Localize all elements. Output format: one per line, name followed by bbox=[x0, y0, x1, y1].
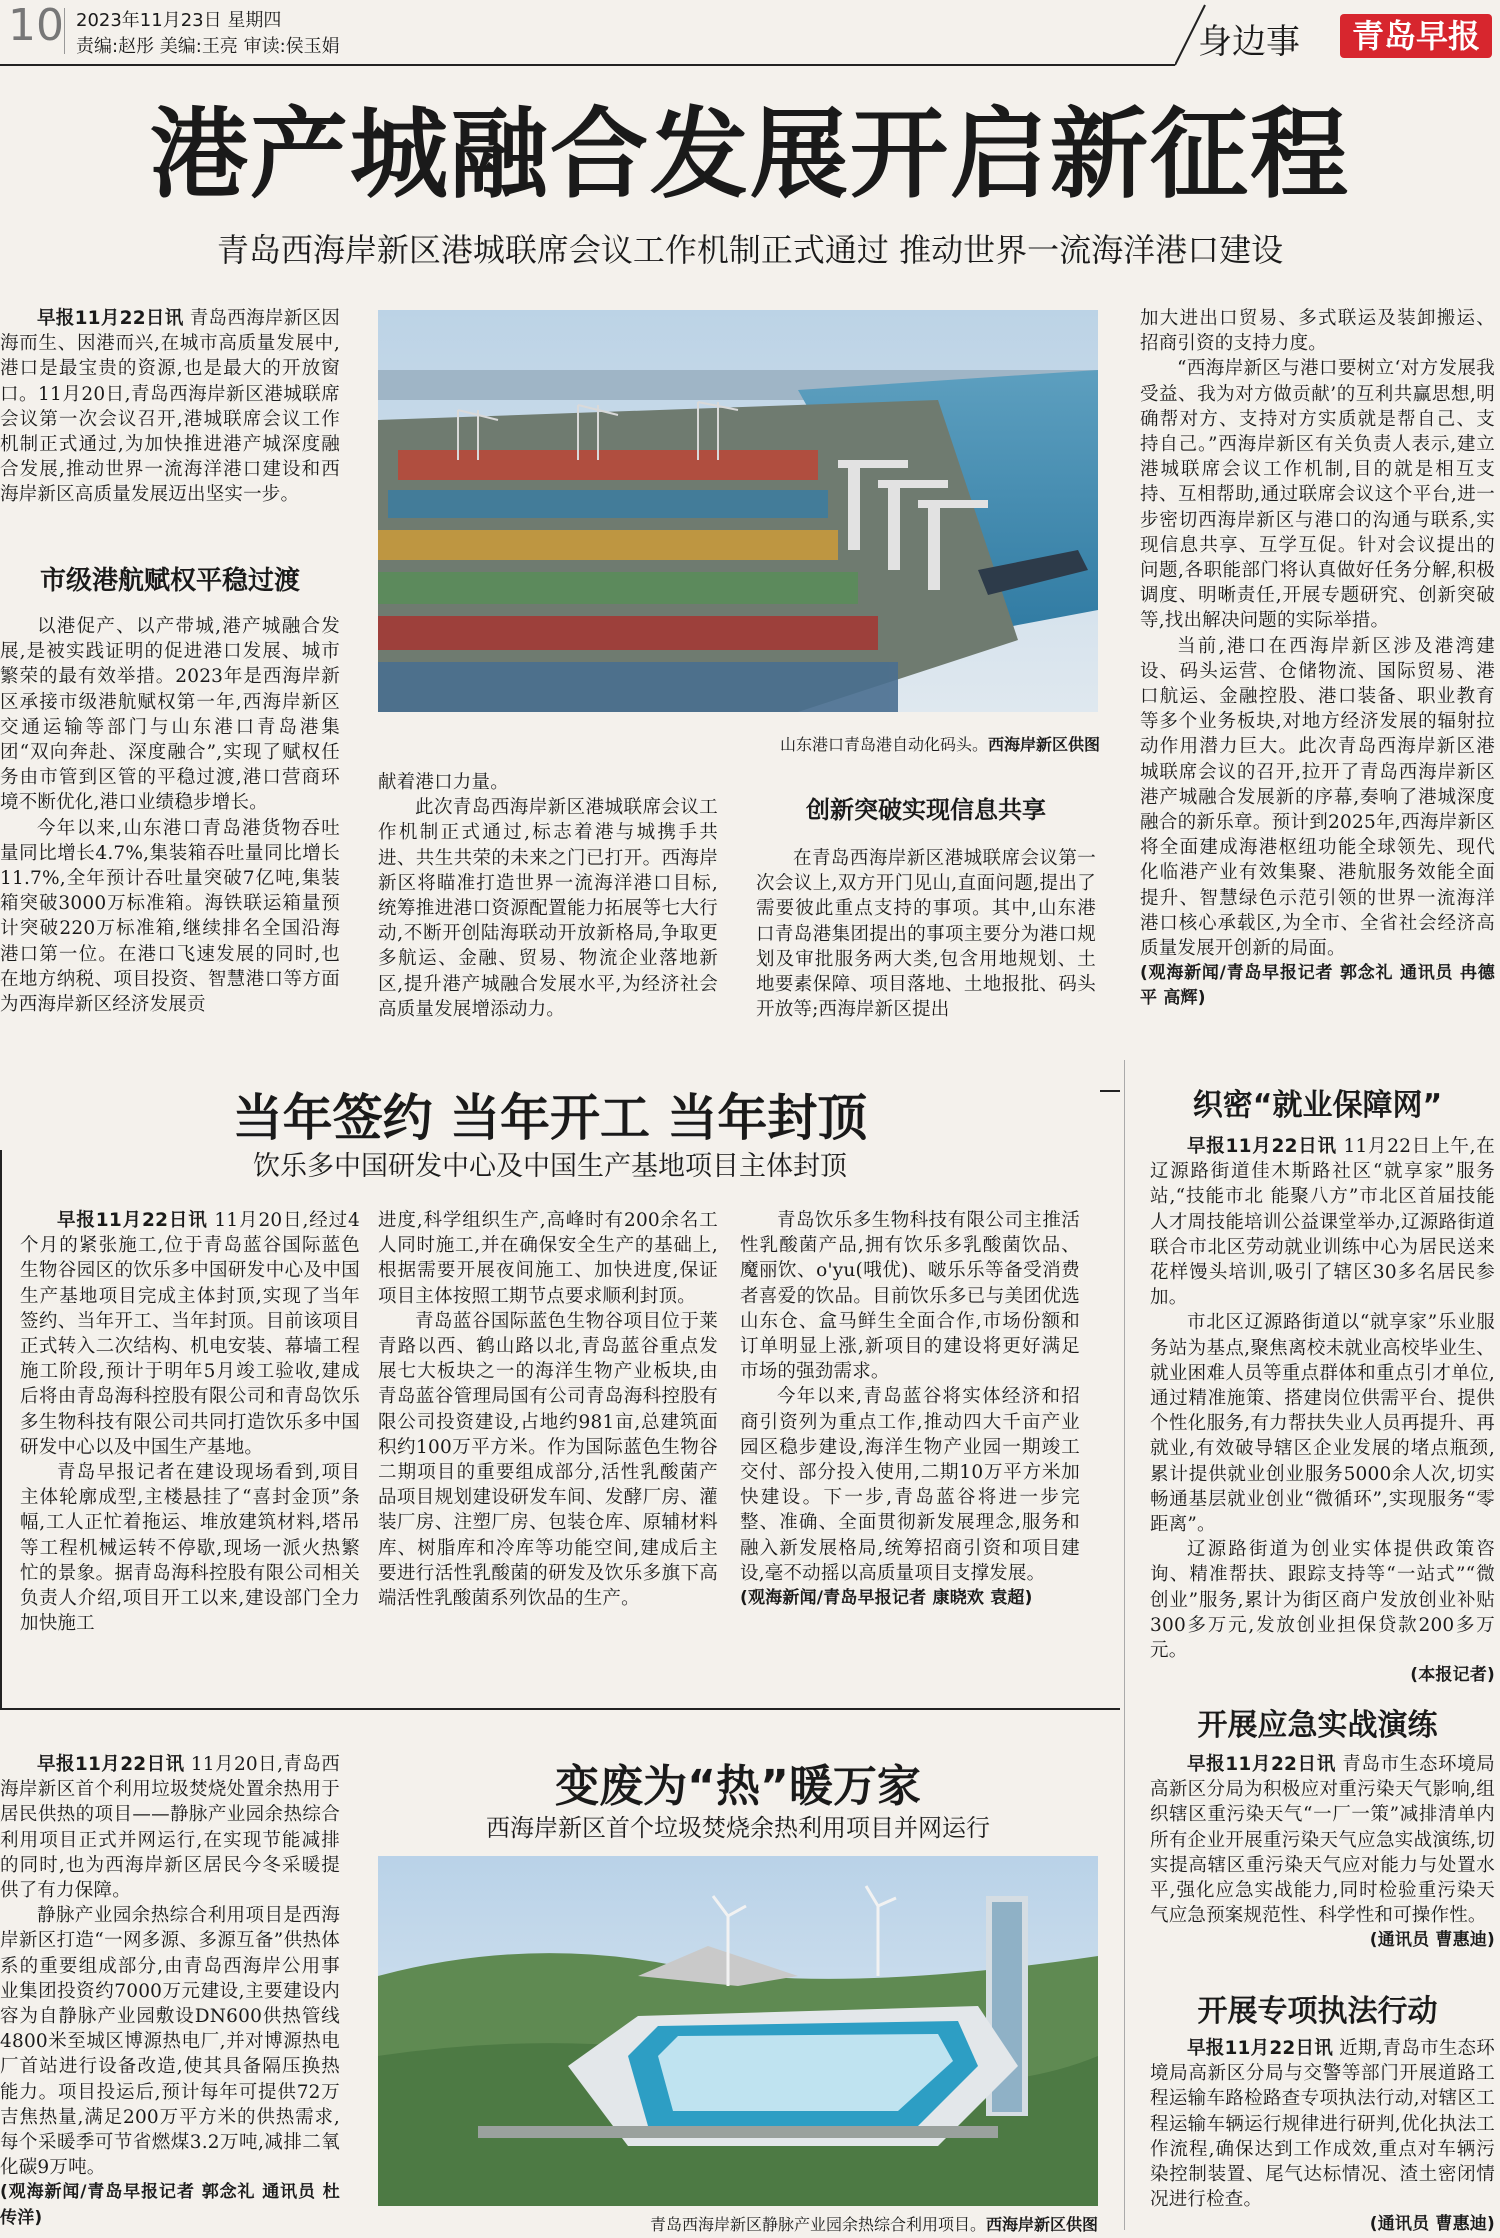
side1-paragraph-3: 辽源路街道为创业实体提供政策咨询、精准帮扶、跟踪支持等“一站式”“微创业”服务,累计为街区商户发放创业补贴300多万元,发放创业担保贷款200多万元。 bbox=[1150, 1539, 1495, 1662]
article2-col1 bbox=[20, 1208, 360, 1636]
side3-lead-label: 早报11月22日讯 bbox=[1187, 2038, 1333, 2059]
article3-photo-caption bbox=[378, 2212, 1098, 2235]
article3-headline: 变废为“热”暖万家 bbox=[555, 1761, 921, 1812]
side1-paragraph-1: 11月22日上午,在辽源路街道佳木斯路社区“就享家”服务站,“技能市北 能聚八方”市北区首届技能人才周技能培训公益课堂举办,辽源路街道联合市北区劳动就业训练中心为居民送来花样馒头培训,吸引了辖区30多名居民参加。 bbox=[1150, 1136, 1495, 1309]
main-photo-port bbox=[378, 310, 1098, 712]
main-col3-body bbox=[756, 846, 1096, 1022]
article3-subheadline: 西海岸新区首个垃圾焚烧余热利用项目并网运行 bbox=[486, 1814, 990, 1842]
side2-paragraph-1: 青岛市生态环境局高新区分局为积极应对重污染天气影响,组织辖区重污染天气“一厂一策”减排清单内所有企业开展重污染天气应急实战演练,切实提高辖区重污染天气应对能力与处置水平,强化应急实战能力,同时检验重污染天气应急预案规范性、科学性和可操作性。 bbox=[1150, 1754, 1495, 1927]
side1-credit: (本报记者) bbox=[1410, 1665, 1495, 1686]
article2-col3 bbox=[740, 1208, 1080, 1611]
article2-left-rule bbox=[0, 1090, 2, 1710]
header-divider-line bbox=[64, 8, 65, 54]
main-col4-paragraph-2: “西海岸新区与港口要树立‘对方发展我受益、我为对方做贡献’的互利共赢思想,明确帮对方、支持对方实质就是帮自己、支持自己。”西海岸新区有关负责人表示,建立港城联席会议工作机制,目的就是相互支持、互相帮助,通过联席会议这个平台,进一步密切西海岸新区与港口的沟通与联系,实现信息共享、互学互促。针对会议提出的问题,各职能部门将认真做好任务分解,积极调度、明晰责任,开展专题研究、创新突破等,找出解决问题的实际举措。 bbox=[1140, 358, 1495, 632]
article2-col2 bbox=[378, 1208, 718, 1611]
article2-subheadline: 饮乐多中国研发中心及中国生产基地项目主体封顶 bbox=[253, 1151, 847, 1182]
article3-paragraph-2: 静脉产业园余热综合利用项目是西海岸新区打造“一网多源、多源互备”供热体系的重要组成部分,由青岛西海岸公用事业集团投资约7000万元建设,主要建设内容为自静脉产业园敷设DN600供热管线4800米至城区博源热电厂,并对博源热电厂首站进行设备改造,使其具备隔压换热能力。项目投运后,预计每年可提供72万吉焦热量,满足200万平方米的供热需求,每个采暖季可节省燃煤3.2万吨,减排二氧化碳9万吨。 bbox=[0, 1905, 340, 2179]
side2-credit: (通讯员 曹惠迪) bbox=[1369, 1930, 1495, 1951]
article3-col1 bbox=[0, 1752, 340, 2231]
side2-body bbox=[1150, 1752, 1495, 1954]
paper-logo: 青岛早报 bbox=[1340, 14, 1492, 58]
main-intro-text: 青岛西海岸新区因海而生、因港而兴,在城市高质量发展中,港口是最宝贵的资源,也是最大的开放窗口。11月20日,青岛西海岸新区港城联席会议第一次会议召开,港城联席会议工作机制正式通过,为加快推进港产城深度融合发展,推动世界一流海洋港口建设和西海岸新区高质量发展迈出坚实一步。 bbox=[0, 308, 340, 506]
article2-col1-paragraph-2: 青岛早报记者在建设现场看到,项目主体轮廓成型,主楼悬挂了“喜封金顶”条幅,工人正忙着拖运、堆放建筑材料,塔吊等工程机械运转不停歇,现场一派火热繁忙的景象。据青岛海科控股有限公司相关负责人介绍,项目开工以来,建设部门全力加快施工 bbox=[20, 1462, 360, 1635]
main-col1-paragraph-1: 以港促产、以产带城,港产城融合发展,是被实践证明的促进港口发展、城市繁荣的最有效举措。2023年是西海岸新区承接市级港航赋权第一年,西海岸新区交通运输等部门与山东港口青岛港集团“双向奔赴、深度融合”,实现了赋权任务由市管到区管的平稳过渡,港口营商环境不断优化,港口业绩稳步增长。 bbox=[0, 616, 340, 814]
main-col2-paragraph-1: 献着港口力量。 bbox=[378, 772, 509, 793]
main-lead-label: 早报11月22日讯 bbox=[37, 308, 184, 329]
article2-headline: 当年签约 当年开工 当年封顶 bbox=[0, 1078, 1100, 1150]
side3-body bbox=[1150, 2036, 1495, 2238]
main-headline: 港产城融合发展开启新征程 bbox=[149, 98, 1350, 212]
article2-col2-paragraph-1: 进度,科学组织生产,高峰时有200余名工人同时施工,并在确保安全生产的基础上,根据需要开展夜间施工、加快进度,保证项目主体按照工期节点要求顺利封顶。 bbox=[378, 1210, 718, 1307]
article2-col1-paragraph-1: 11月20日,经过4个月的紧张施工,位于青岛蓝谷国际蓝色生物谷园区的饮乐多中国研发中心及中国生产基地项目完成主体封顶,实现了当年签约、当年开工、当年封顶。目前该项目正式转入二次结构、机电安装、幕墙工程施工阶段,预计于明年5月竣工验收,建成后将由青岛海科控股有限公司和青岛饮乐多生物科技有限公司共同打造饮乐多中国研发中心以及中国生产基地。 bbox=[20, 1210, 360, 1458]
main-col3-subhead: 创新突破实现信息共享 bbox=[806, 796, 1046, 824]
article3-photo-plant bbox=[378, 1856, 1098, 2206]
main-col1-body bbox=[0, 614, 340, 1017]
header-editors: 责编:赵彤 美编:王亮 审读:侯玉娟 bbox=[76, 36, 340, 57]
article2-lead-label: 早报11月22日讯 bbox=[57, 1210, 208, 1231]
article3-paragraph-1: 11月20日,青岛西海岸新区首个利用垃圾焚烧处置余热用于居民供热的项目——静脉产业园余热综合利用项目正式并网运行,在实现节能减排的同时,也为西海岸新区居民今冬采暖提供了有力保障。 bbox=[0, 1754, 340, 1902]
main-col4-paragraph-3: 当前,港口在西海岸新区涉及港湾建设、码头运营、仓储物流、国际贸易、港口航运、金融控股、港口装备、职业教育等多个业务板块,对地方经济发展的辐射拉动作用潜力巨大。此次青岛西海岸新区港城联席会议的召开,拉开了青岛西海岸新区港产城融合发展新的序幕,奏响了港城深度融合的新乐章。预计到2025年,西海岸新区将全面建成海港枢纽功能全球领先、现代化临港产业有效集聚、港航服务效能全面提升、智慧绿色示范引领的世界一流海洋港口核心承载区,为全市、全省社会经济高质量发展开创新的局面。 bbox=[1140, 635, 1495, 960]
port-illustration bbox=[378, 310, 1098, 712]
side3-headline: 开展专项执法行动 bbox=[1197, 1994, 1438, 2029]
article3-photo-credit: 西海岸新区供图 bbox=[985, 2215, 1098, 2234]
sidebar-divider bbox=[1124, 1060, 1125, 2230]
article2-bottom-rule bbox=[0, 1708, 1120, 1710]
header-date: 2023年11月23日 星期四 bbox=[76, 10, 282, 31]
side2-lead-label: 早报11月22日讯 bbox=[1187, 1754, 1336, 1775]
main-col1-subhead: 市级港航赋权平稳过渡 bbox=[39, 566, 300, 596]
article2-col2-paragraph-2: 青岛蓝谷国际蓝色生物谷项目位于莱青路以西、鹤山路以北,青岛蓝谷重点发展七大板块之一的海洋生物产业板块,由青岛蓝谷管理局国有公司青岛海科控股有限公司投资建设,占地约981亩,总建筑面积约100万平方米。作为国际蓝色生物谷二期项目的重要组成部分,活性乳酸菌产品项目规划建设研发车间、发酵厂房、灌装厂房、注塑厂房、包装仓库、原辅材料库、树脂库和冷库等功能空间,建成后主要进行活性乳酸菌的研发及饮乐多旗下高端活性乳酸菌系列饮品的生产。 bbox=[378, 1310, 718, 1610]
article3-photo-caption-text: 青岛西海岸新区静脉产业园余热综合利用项目。 bbox=[649, 2215, 986, 2234]
article3-lead-label: 早报11月22日讯 bbox=[37, 1754, 185, 1775]
side2-headline: 开展应急实战演练 bbox=[1197, 1708, 1438, 1743]
main-col2-body bbox=[378, 770, 718, 1022]
article2-credit: (观海新闻/青岛早报记者 康晓欢 袁超) bbox=[740, 1588, 1033, 1609]
main-col4-paragraph-1: 加大进出口贸易、多式联运及装卸搬运、招商引资的支持力度。 bbox=[1140, 308, 1495, 355]
main-photo-caption bbox=[700, 732, 1100, 755]
side1-lead-label: 早报11月22日讯 bbox=[1187, 1136, 1337, 1157]
main-photo-caption-text: 山东港口青岛港自动化码头。 bbox=[779, 735, 988, 754]
main-col1-intro bbox=[0, 306, 340, 508]
header-rule bbox=[0, 64, 1175, 66]
main-photo-credit: 西海岸新区供图 bbox=[987, 735, 1100, 754]
article3-credit: (观海新闻/青岛早报记者 郭念礼 通讯员 杜传洋) bbox=[0, 2182, 340, 2228]
plant-illustration bbox=[378, 1856, 1098, 2206]
main-subheadline: 青岛西海岸新区港城联席会议工作机制正式通过 推动世界一流海洋港口建设 bbox=[216, 231, 1284, 269]
main-col1-paragraph-2: 今年以来,山东港口青岛港货物吞吐量同比增长4.7%,集装箱吞吐量同比增长11.7%,全年预计吞吐量突破7亿吨,集装箱突破3000万标准箱。海铁联运箱量预计突破220万标准箱,继续排名全国沿海港口第一位。在港口飞速发展的同时,也在地方纳税、项目投资、智慧港口等方面为西海岸新区经济发展贡 bbox=[0, 817, 340, 1016]
main-col2-paragraph-2: 此次青岛西海岸新区港城联席会议工作机制正式通过,标志着港与城携手共进、共生共荣的未来之门已打开。西海岸新区将瞄准打造世界一流海洋港口目标,统筹推进港口资源配置能力拓展等七大行动,不断开创陆海联动开放新格局,争取更多航运、金融、贸易、物流企业落地新区,提升港产城融合发展水平,为经济社会高质量发展增添动力。 bbox=[378, 797, 718, 1020]
article2-col3-paragraph-2: 今年以来,青岛蓝谷将实体经济和招商引资列为重点工作,推动四大千亩产业园区稳步建设,海洋生物产业园一期竣工交付、部分投入使用,二期10万平方米加快建设。下一步,青岛蓝谷将进一步完整、准确、全面贯彻新发展理念,服务和融入新发展格局,统筹招商引资和项目建设,毫不动摇以高质量项目支撑发展。 bbox=[740, 1386, 1080, 1584]
side3-credit: (通讯员 曹惠迪) bbox=[1369, 2214, 1495, 2235]
side1-headline: 织密“就业保障网” bbox=[1192, 1088, 1443, 1123]
main-col3-paragraph-1: 在青岛西海岸新区港城联席会议第一次会议上,双方开门见山,直面问题,提出了需要彼此重点支持的事项。其中,山东港口青岛港集团提出的事项主要分为港口规划及审批服务两大类,包含用地规划、土地要素保障、项目落地、土地报批、码头开放等;西海岸新区提出 bbox=[756, 848, 1096, 1021]
side1-body bbox=[1150, 1134, 1495, 1688]
section-name: 身边事 bbox=[1198, 22, 1300, 62]
header-rule-slant bbox=[1175, 0, 1215, 70]
side3-paragraph-1: 近期,青岛市生态环境局高新区分局与交警等部门开展道路工程运输车路检路查专项执法行动,对辖区工程运输车辆运行规律进行研判,优化执法工作流程,确保达到工作成效,重点对车辆污染控制装置、尾气达标情况、渣土密闭情况进行检查。 bbox=[1150, 2038, 1495, 2211]
side1-paragraph-2: 市北区辽源路街道以“就享家”乐业服务站为基点,聚焦离校未就业高校毕业生、就业困难人员等重点群体和重点引才单位,通过精准施策、搭建岗位供需平台、提供个性化服务,有力帮扶失业人员再提升、再就业,有效破导辖区企业发展的堵点瓶颈,累计提供就业创业服务5000余人次,切实畅通基层就业创业“微循环”,实现服务“零距离”。 bbox=[1150, 1312, 1495, 1536]
main-credit: (观海新闻/青岛早报记者 郭念礼 通讯员 冉德平 高辉) bbox=[1140, 963, 1495, 1009]
main-col4-body bbox=[1140, 306, 1495, 1012]
article2-col3-paragraph-1: 青岛饮乐多生物科技有限公司主推活性乳酸菌产品,拥有饮乐多乳酸菌饮品、魔丽饮、o'yu(哦优)、啵乐乐等备受消费者喜爱的饮品。目前饮乐多已与美团优选山东仓、盒马鲜生全面合作,市场份额和订单明显上涨,新项目的建设将更好满足市场的强劲需求。 bbox=[740, 1210, 1080, 1383]
page-number: 10 bbox=[8, 0, 64, 51]
